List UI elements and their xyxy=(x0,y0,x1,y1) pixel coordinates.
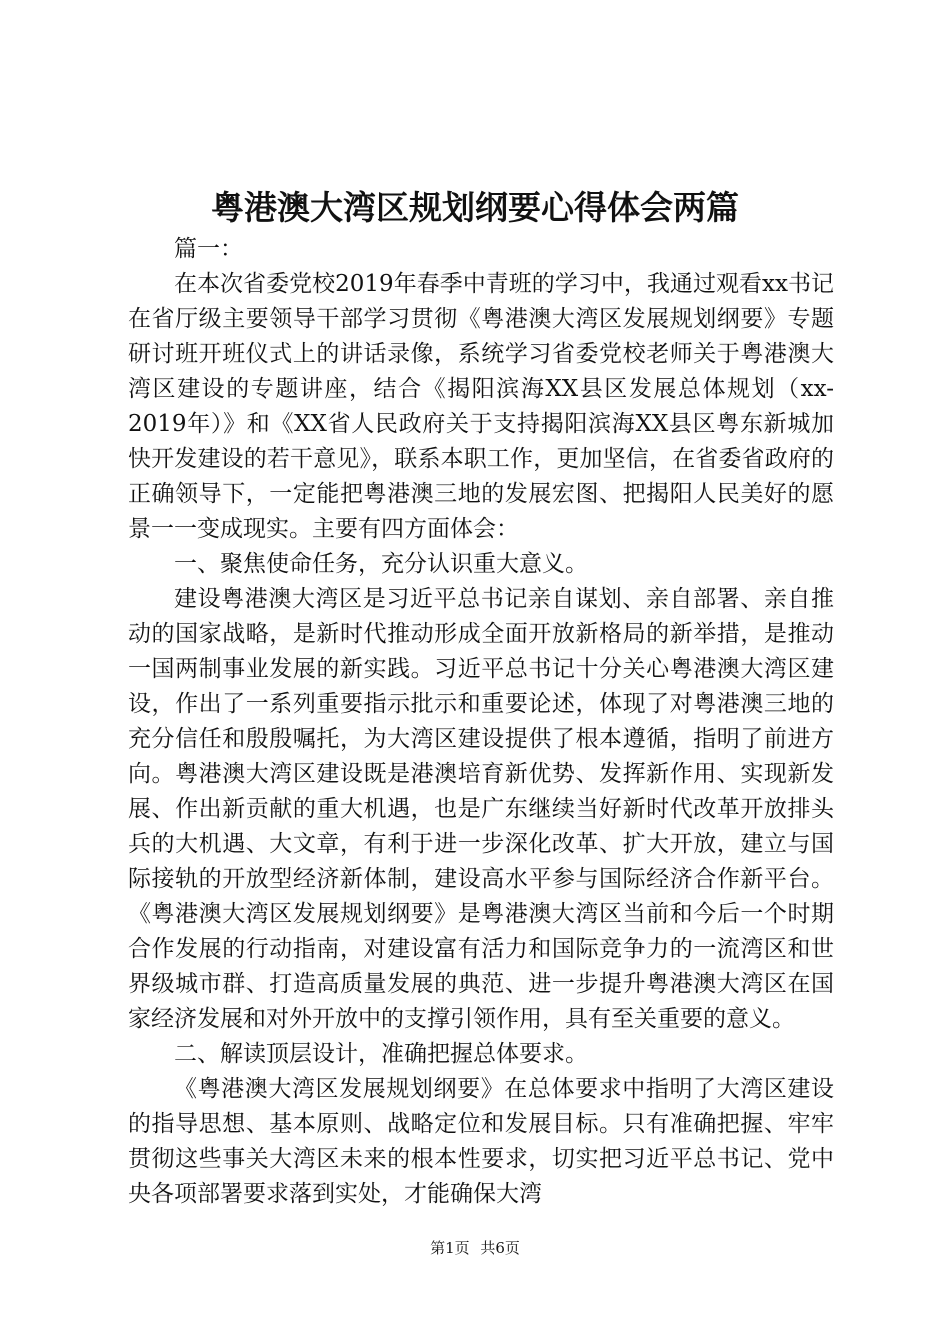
body-paragraph: 《粤港澳大湾区发展规划纲要》在总体要求中指明了大湾区建设的指导思想、基本原则、战略定位和发展目标。只有准确把握、牢牢贯彻这些事关大湾区未来的根本性要求，切实把习近平总书记、党中央各项部署要求落到实处，才能确保大湾 xyxy=(128,1076,834,1207)
page-number: 第1页 xyxy=(430,1239,470,1257)
page-count: 共6页 xyxy=(480,1239,520,1257)
section-heading: 一、聚焦使命任务，充分认识重大意义。 xyxy=(174,551,588,577)
document-title: 粤港澳大湾区规划纲要心得体会两篇 xyxy=(211,188,739,227)
section-heading: 二、解读顶层设计，准确把握总体要求。 xyxy=(174,1041,588,1067)
body-paragraph: 在本次省委党校2019年春季中青班的学习中，我通过观看xx书记在省厅级主要领导干部学习贯彻《粤港澳大湾区发展规划纲要》专题研讨班开班仪式上的讲话录像，系统学习省委党校老师关于粤港澳大湾区建设的专题讲座，结合《揭阳滨海XX县区发展总体规划（xx-2019年）》和《XX省人民政府关于支持揭阳滨海XX县区粤东新城加快开发建设的若干意见》，联系本职工作，更加坚信，在省委省政府的正确领导下，一定能把粤港澳三地的发展宏图、把揭阳人民美好的愿景一一变成现实。主要有四方面体会： xyxy=(128,271,834,542)
document-body xyxy=(128,232,834,1212)
body-paragraph: 建设粤港澳大湾区是习近平总书记亲自谋划、亲自部署、亲自推动的国家战略，是新时代推动形成全面开放新格局的新举措，是推动一国两制事业发展的新实践。习近平总书记十分关心粤港澳大湾区建设，作出了一系列重要指示批示和重要论述，体现了对粤港澳三地的充分信任和殷殷嘱托，为大湾区建设提供了根本遵循，指明了前进方向。粤港澳大湾区建设既是港澳培育新优势、发挥新作用、实现新发展、作出新贡献的重大机遇，也是广东继续当好新时代改革开放排头兵的大机遇、大文章，有利于进一步深化改革、扩大开放，建立与国际接轨的开放型经济新体制，建设高水平参与国际经济合作新平台。《粤港澳大湾区发展规划纲要》是粤港澳大湾区当前和今后一个时期合作发展的行动指南，对建设富有活力和国际竞争力的一流湾区和世界级城市群、打造高质量发展的典范、进一步提升粤港澳大湾区在国家经济发展和对外开放中的支撑引领作用，具有至关重要的意义。 xyxy=(128,586,834,1032)
section-heading-part-one: 篇一： xyxy=(174,236,243,262)
page-footer xyxy=(0,1238,950,1258)
